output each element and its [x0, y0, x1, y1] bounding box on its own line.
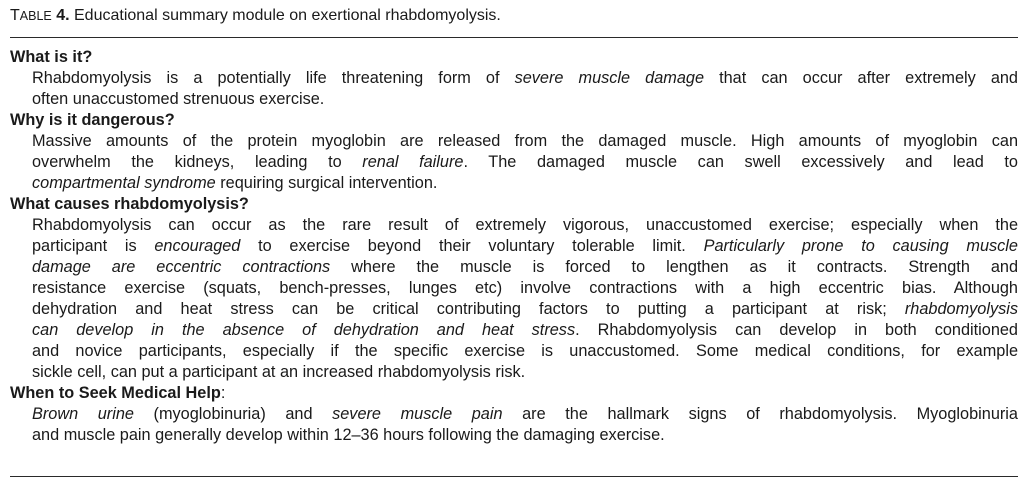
section-seek-help [10, 383, 1018, 446]
section-body [10, 68, 1018, 110]
emphasis-run: renal failure [362, 153, 464, 171]
section-heading: Why is it dangerous? [10, 111, 175, 129]
section-heading: What causes rhabdomyolysis? [10, 195, 249, 213]
text-run: and novice participants, especially if the specific exercise is unaccustomed. Some medical conditions, for example [32, 342, 1018, 360]
body-line [32, 89, 1018, 110]
heading-suffix: : [220, 384, 226, 402]
text-run: Massive amounts of the protein myoglobin are released from the damaged muscle. High amounts of myoglobin can [32, 132, 1018, 150]
section-why-dangerous [10, 110, 1018, 194]
emphasis-run: Particularly prone to causing muscle [703, 237, 1018, 255]
body-line [32, 278, 1018, 299]
text-run: resistance exercise (squats, bench-presses, lunges etc) involve contractions with a high eccentric bias. Although [32, 279, 1018, 297]
section-heading [10, 383, 1018, 404]
body-line [32, 236, 1018, 257]
section-heading: What is it? [10, 48, 93, 66]
emphasis-run: severe muscle damage [514, 69, 705, 87]
body-line [32, 341, 1018, 362]
caption-title: Educational summary module on exertional rhabdomyolysis. [74, 7, 501, 24]
text-run: where the muscle is forced to lengthen as it contracts. Strength and [330, 258, 1019, 276]
body-line [32, 173, 1018, 194]
text-run: and muscle pain generally develop within 12–36 hours following the damaging exercise. [32, 426, 665, 444]
body-line [32, 68, 1018, 89]
text-run: often unaccustomed strenuous exercise. [32, 90, 325, 108]
heading-text: When to Seek Medical Help [10, 384, 221, 402]
emphasis-run: rhabdomyolysis [904, 300, 1018, 318]
text-run: to exercise beyond their voluntary tolerable limit. [240, 237, 704, 255]
section-body [10, 215, 1018, 383]
section-body [10, 404, 1018, 446]
text-run: Rhabdomyolysis is a potentially life threatening form of [32, 69, 515, 87]
text-run: . The damaged muscle can swell excessively and lead to [463, 153, 1018, 171]
caption-label-rest: ABLE [19, 9, 52, 23]
text-run: sickle cell, can put a participant at an increased rhabdomyolysis risk. [32, 363, 526, 381]
bottom-rule [10, 476, 1018, 477]
text-run: (myoglobinuria) and [133, 405, 333, 423]
emphasis-run: can develop in the absence of dehydration and heat stress [32, 321, 576, 339]
section-what-causes [10, 194, 1018, 383]
emphasis-run: encouraged [154, 237, 241, 255]
text-run: are the hallmark signs of rhabdomyolysis. Myoglobinuria [502, 405, 1018, 423]
emphasis-run: damage are eccentric contractions [32, 258, 331, 276]
body-line [32, 131, 1018, 152]
text-run: dehydration and heat stress can be critical contributing factors to putting a participant at risk; [32, 300, 905, 318]
text-run: overwhelm the kidneys, leading to [32, 153, 363, 171]
top-rule [10, 37, 1018, 38]
text-run: . Rhabdomyolysis can develop in both conditioned [575, 321, 1018, 339]
emphasis-run: compartmental syndrome [32, 174, 216, 192]
body-line [32, 152, 1018, 173]
caption-label-first: T [10, 7, 20, 24]
body-line [32, 257, 1018, 278]
table-caption [10, 6, 501, 26]
emphasis-run: Brown urine [32, 405, 134, 423]
text-run: Rhabdomyolysis can occur as the rare result of extremely vigorous, unaccustomed exercise; especially when the [32, 216, 1018, 234]
text-run: that can occur after extremely and [704, 69, 1018, 87]
body-line [32, 425, 1018, 446]
table-body [10, 47, 1018, 446]
emphasis-run: severe muscle pain [332, 405, 503, 423]
body-line [32, 320, 1018, 341]
body-line [32, 362, 1018, 383]
text-run: participant is [32, 237, 155, 255]
caption-number: 4. [56, 7, 70, 24]
body-line [32, 404, 1018, 425]
text-run: requiring surgical intervention. [215, 174, 438, 192]
body-line [32, 215, 1018, 236]
section-body [10, 131, 1018, 194]
body-line [32, 299, 1018, 320]
section-what-is-it [10, 47, 1018, 110]
